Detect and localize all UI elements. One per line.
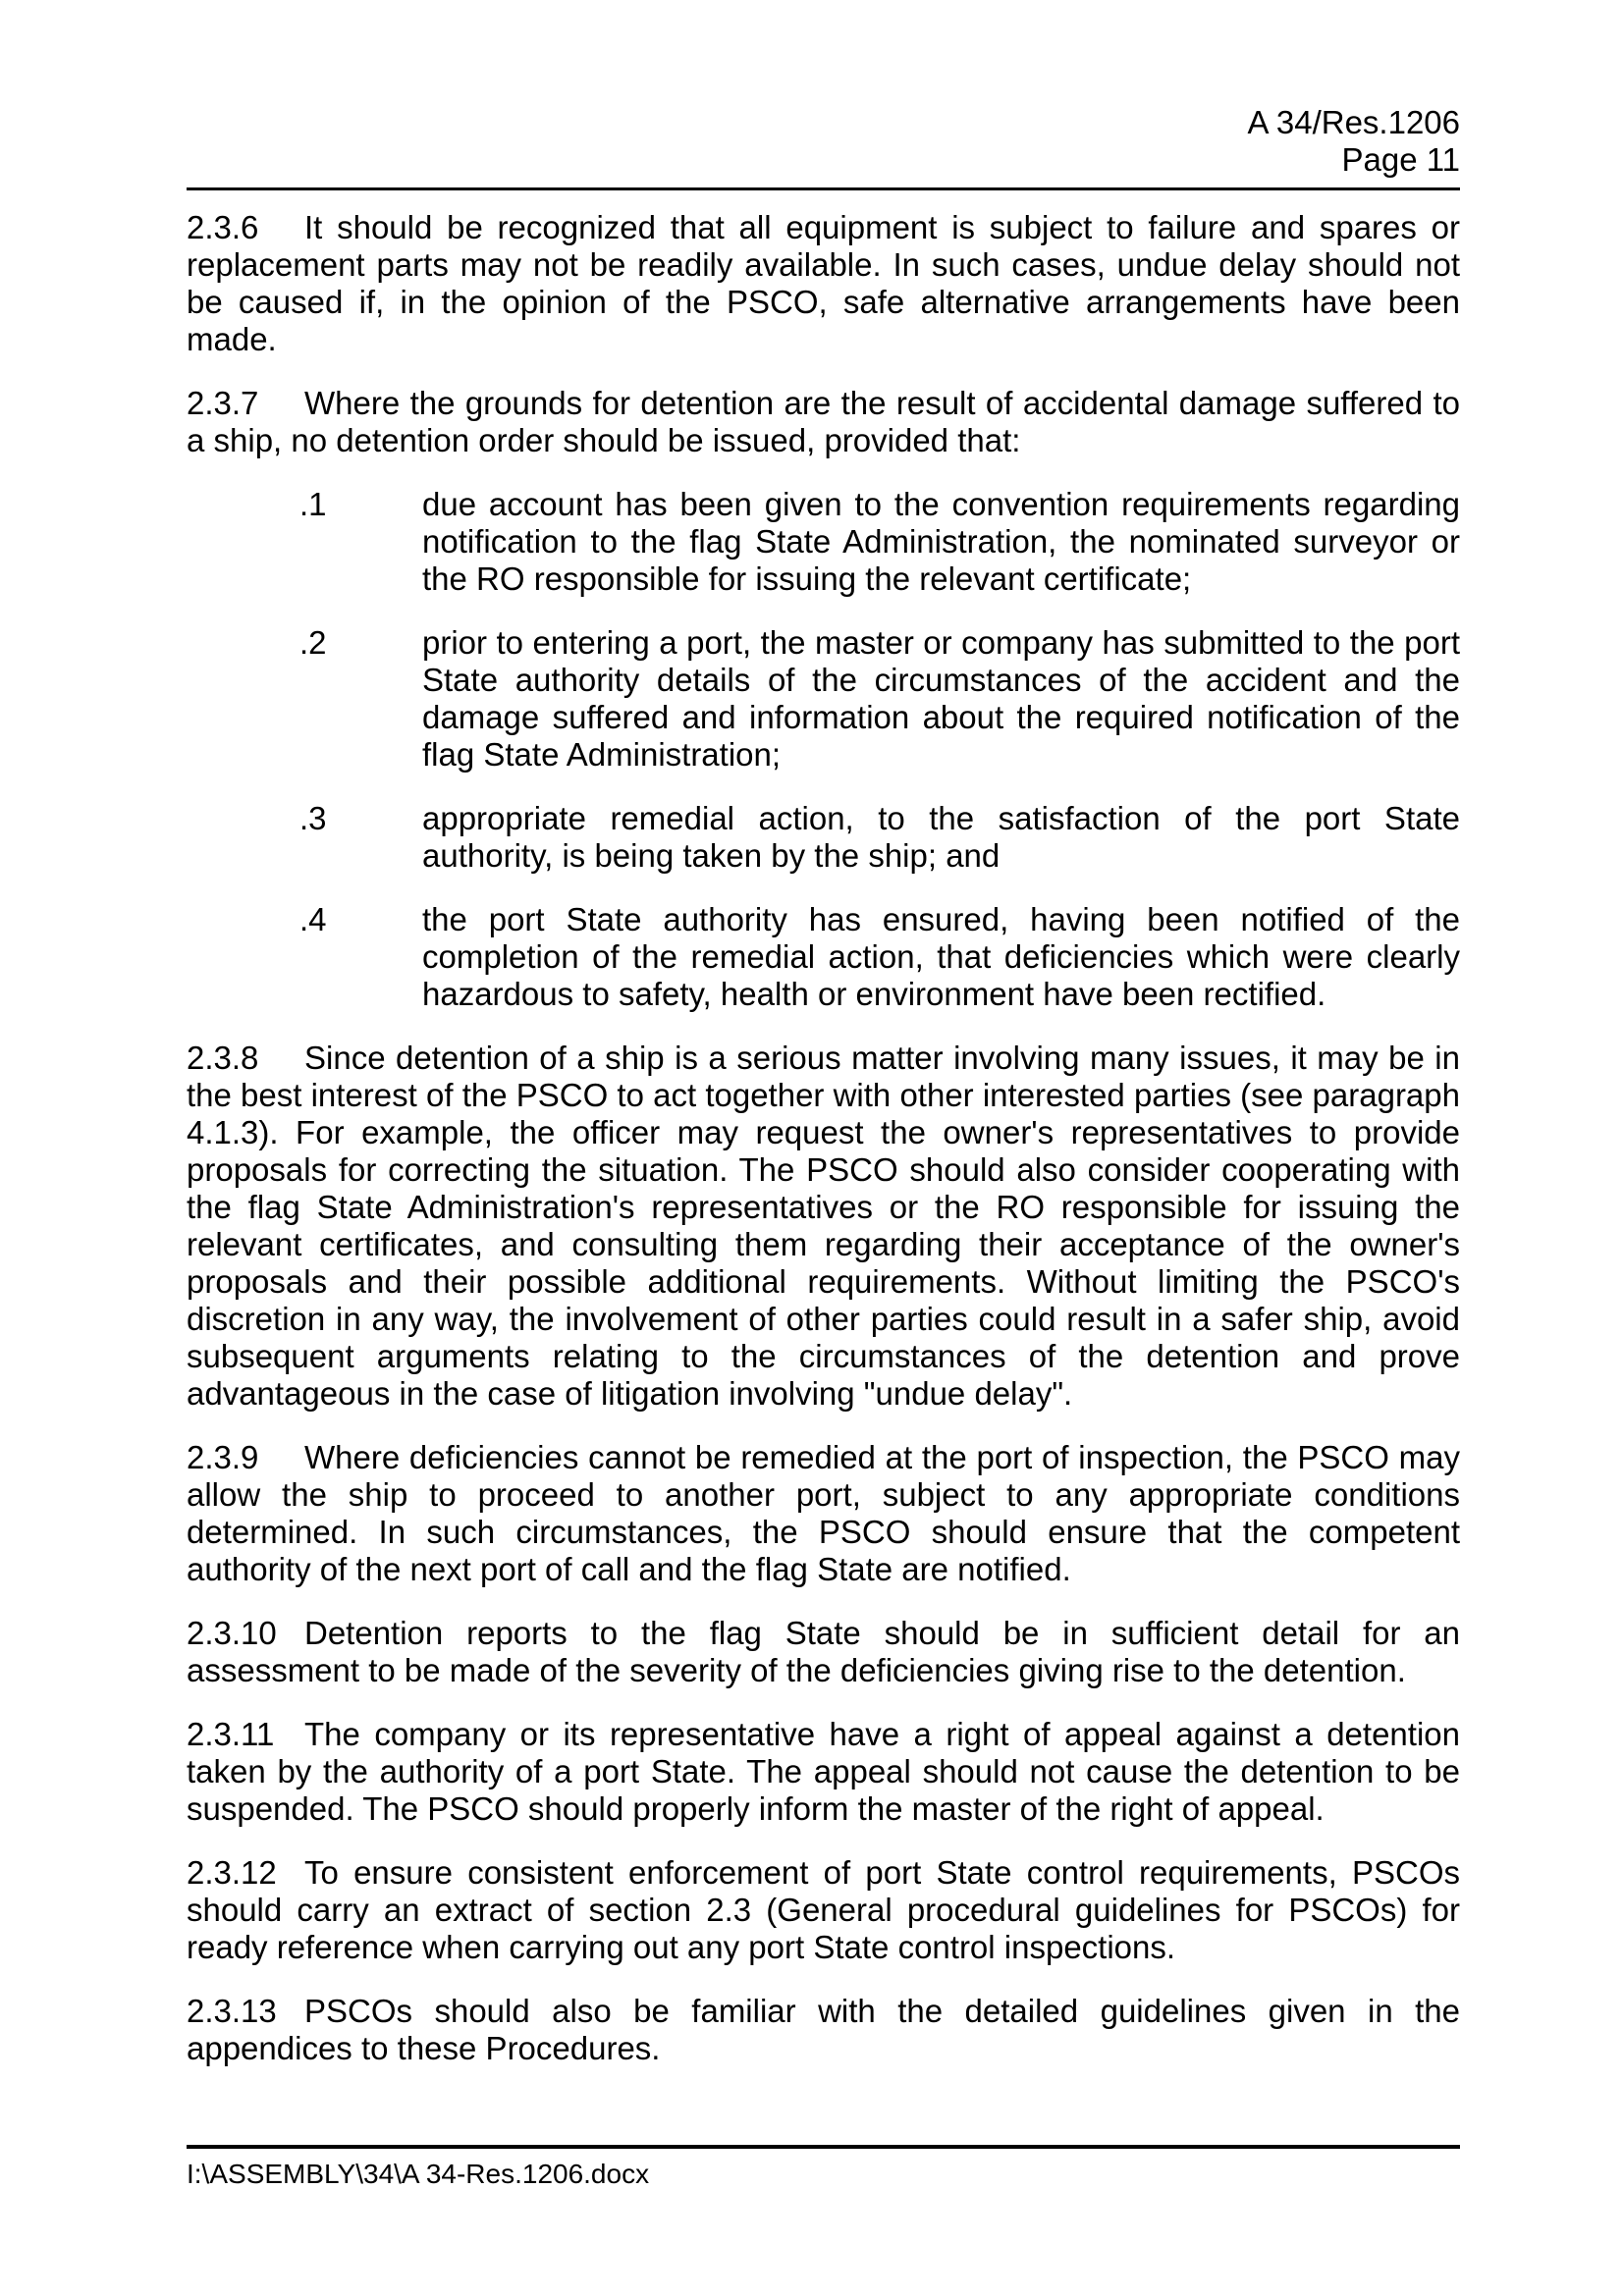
- paragraph-text: Detention reports to the flag State should be in sufficient detail for an assessment to be made of the severity of the deficiencies giving rise to the detention.: [187, 1615, 1460, 1688]
- paragraph-number: 2.3.13: [187, 1993, 277, 2029]
- paragraph: [187, 1615, 1460, 1689]
- paragraph-number: .2: [299, 624, 327, 661]
- paragraph-text: It should be recognized that all equipment is subject to failure and spares or replacement parts may not be readily available. In such cases, undue delay should not be caused if, in the opinion of the PSCO, safe alternative arrangements have been made.: [187, 209, 1460, 357]
- paragraph-number: 2.3.6: [187, 209, 259, 245]
- paragraph-text: Where the grounds for detention are the result of accidental damage suffered to a ship, no detention order should be issued, provided that:: [187, 385, 1460, 458]
- paragraph-number: 2.3.9: [187, 1439, 259, 1475]
- paragraph-text: To ensure consistent enforcement of port State control requirements, PSCOs should carry an extract of section 2.3 (General procedural guidelines for PSCOs) for ready reference when carrying out any port State control inspections.: [187, 1854, 1460, 1965]
- footer-rule: [187, 2145, 1460, 2149]
- paragraph: [187, 1854, 1460, 1966]
- paragraph-number: 2.3.8: [187, 1040, 259, 1076]
- paragraph: [187, 1716, 1460, 1828]
- paragraph: [187, 209, 1460, 358]
- paragraph-text: appropriate remedial action, to the satisfaction of the port State authority, is being taken by the ship; and: [422, 800, 1460, 874]
- paragraph-number: .4: [299, 901, 327, 937]
- paragraph-text: prior to entering a port, the master or company has submitted to the port State authority details of the circumstances of the accident and the damage suffered and information about the required notification of the flag State Administration;: [422, 624, 1460, 773]
- document-body: [187, 209, 1460, 2094]
- page-number-label: Page 11: [1341, 141, 1460, 178]
- paragraph-text: Where deficiencies cannot be remedied at the port of inspection, the PSCO may allow the ship to proceed to another port, subject to any appropriate conditions determined. In such circumstances, the PSCO should ensure that the competent authority of the next port of call and the flag State are notified.: [187, 1439, 1460, 1587]
- document-reference: A 34/Res.1206: [1247, 104, 1460, 140]
- sub-item: [299, 624, 1460, 774]
- paragraph: [187, 385, 1460, 459]
- paragraph-text: PSCOs should also be familiar with the detailed guidelines given in the appendices to these Procedures.: [187, 1993, 1460, 2066]
- paragraph-number: 2.3.7: [187, 385, 259, 421]
- paragraph: [187, 1040, 1460, 1413]
- paragraph: [187, 1439, 1460, 1588]
- header-rule: [187, 187, 1460, 190]
- sub-item: [299, 486, 1460, 598]
- paragraph-text: Since detention of a ship is a serious matter involving many issues, it may be in the best interest of the PSCO to act together with other interested parties (see paragraph 4.1.3). For example, the officer may request the owner's representatives to provide proposals for correcting the situation. The PSCO should also consider cooperating with the flag State Administration's representatives or the RO responsible for issuing the relevant certificates, and consulting them regarding their acceptance of the owner's proposals and their possible additional requirements. Without limiting the PSCO's discretion in any way, the involvement of other parties could result in a safer ship, avoid subsequent arguments relating to the circumstances of the detention and prove advantageous in the case of litigation involving "undue delay".: [187, 1040, 1460, 1412]
- paragraph-number: 2.3.10: [187, 1615, 277, 1651]
- footer-file-path: I:\ASSEMBLY\34\A 34-Res.1206.docx: [187, 2159, 650, 2189]
- paragraph: [187, 1993, 1460, 2067]
- paragraph-text: the port State authority has ensured, having been notified of the completion of the remedial action, that deficiencies which were clearly hazardous to safety, health or environment have been rectified.: [422, 901, 1460, 1012]
- sub-item: [299, 800, 1460, 875]
- page-header: [1248, 104, 1461, 179]
- paragraph-number: .3: [299, 800, 327, 836]
- paragraph-number: 2.3.11: [187, 1716, 275, 1752]
- paragraph-number: 2.3.12: [187, 1854, 277, 1891]
- paragraph-number: .1: [299, 486, 327, 522]
- paragraph-text: The company or its representative have a right of appeal against a detention taken by the authority of a port State. The appeal should not cause the detention to be suspended. The PSCO should properly inform the master of the right of appeal.: [187, 1716, 1460, 1827]
- sub-item: [299, 901, 1460, 1013]
- paragraph-text: due account has been given to the convention requirements regarding notification to the flag State Administration, the nominated surveyor or the RO responsible for issuing the relevant certificate;: [422, 486, 1460, 597]
